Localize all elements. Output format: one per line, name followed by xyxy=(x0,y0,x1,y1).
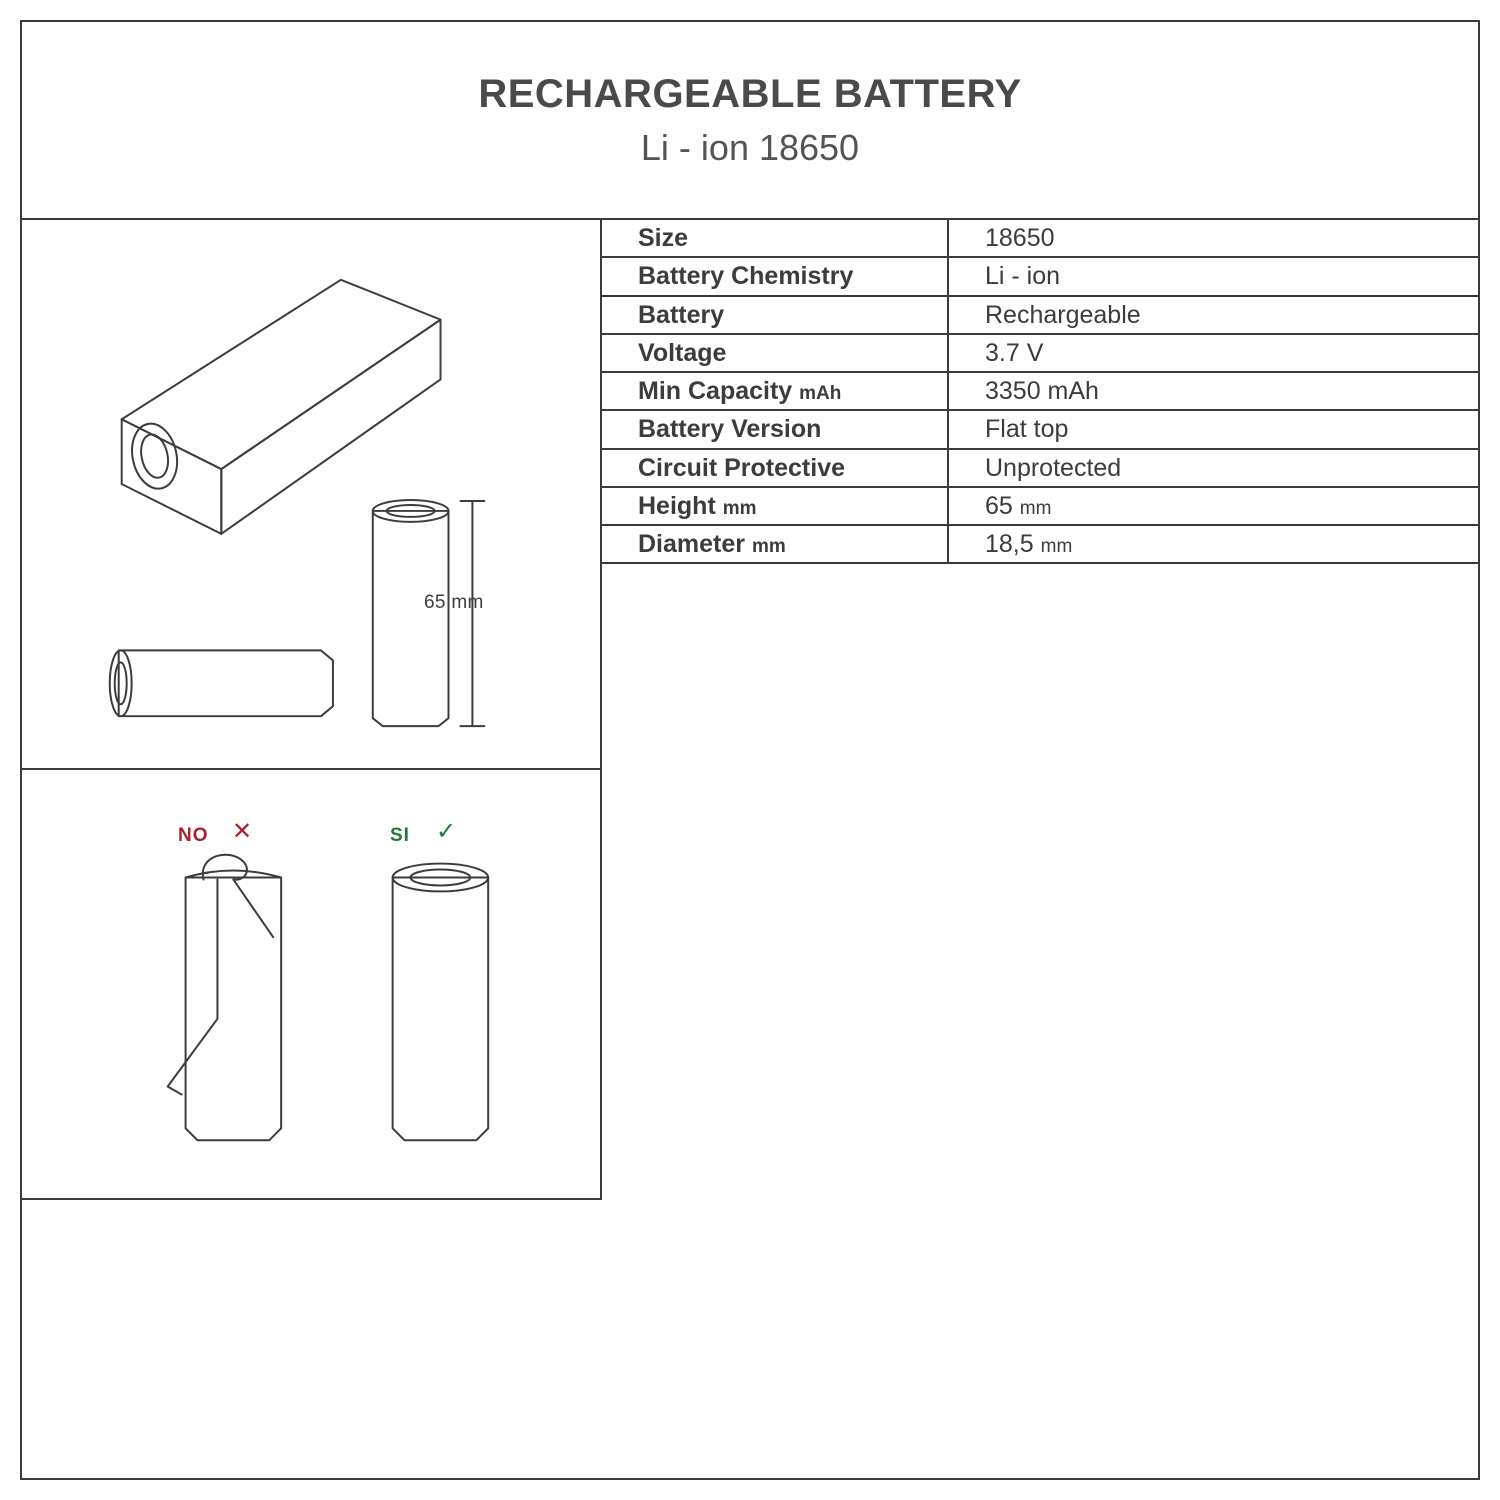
title-block xyxy=(22,22,1478,220)
spec-key: Circuit Protective xyxy=(602,449,948,487)
spec-value: 3.7 V xyxy=(948,334,1478,372)
battery-comparison-panel xyxy=(22,770,602,1200)
table-row xyxy=(602,296,1478,334)
spec-key-text: Height xyxy=(638,491,716,520)
spec-value: Rechargeable xyxy=(948,296,1478,334)
spec-key: Battery xyxy=(602,296,948,334)
table-row xyxy=(602,220,1478,257)
page-title: RECHARGEABLE BATTERY xyxy=(478,72,1022,117)
table-row xyxy=(602,487,1478,525)
page-subtitle: Li - ion 18650 xyxy=(640,127,860,169)
spec-key: Voltage xyxy=(602,334,948,372)
spec-key xyxy=(602,525,948,563)
table-row xyxy=(602,257,1478,295)
spec-value-unit: mm xyxy=(1040,536,1073,557)
battery-isometric-drawing xyxy=(122,280,441,534)
check-icon: ✓ xyxy=(436,818,457,845)
table-row xyxy=(602,410,1478,448)
spec-value: Flat top xyxy=(948,410,1478,448)
table-row xyxy=(602,334,1478,372)
spec-value-unit: mm xyxy=(1019,497,1052,519)
spec-value: Li - ion xyxy=(948,257,1478,295)
footer-empty-area xyxy=(22,1200,1478,1478)
si-label: SI xyxy=(390,825,410,846)
spec-value: Unprotected xyxy=(948,449,1478,487)
spec-key-text: Diameter xyxy=(638,530,745,558)
battery-with-tabs-drawing xyxy=(168,855,281,1141)
battery-plain-drawing xyxy=(393,864,489,1141)
spec-value xyxy=(948,487,1478,525)
comparison-drawings xyxy=(22,770,600,1198)
spec-value xyxy=(948,525,1478,563)
table-row xyxy=(602,449,1478,487)
spec-key xyxy=(602,487,948,525)
spec-value-text: 65 xyxy=(985,491,1013,520)
spec-key-unit: mAh xyxy=(799,383,842,404)
spec-key-unit: mm xyxy=(751,536,786,557)
spec-key-text: Min Capacity xyxy=(638,377,793,405)
spec-value: 3350 mAh xyxy=(948,372,1478,410)
spec-key: Size xyxy=(602,220,948,257)
table-row xyxy=(602,372,1478,410)
spec-value-text: 18,5 xyxy=(985,530,1034,558)
spec-value: 18650 xyxy=(948,220,1478,257)
height-dimension-label: 65 mm xyxy=(424,592,484,613)
cross-icon: ✕ xyxy=(232,818,253,845)
spec-key-unit: mm xyxy=(722,497,757,519)
specifications-table xyxy=(602,220,1478,564)
table-row xyxy=(602,525,1478,563)
no-label: NO xyxy=(178,825,209,846)
spec-key xyxy=(602,372,948,410)
battery-illustration-panel xyxy=(22,220,602,770)
spec-key: Battery Chemistry xyxy=(602,257,948,295)
battery-drawings xyxy=(22,220,600,768)
battery-horizontal-drawing xyxy=(110,650,333,716)
spec-key: Battery Version xyxy=(602,410,948,448)
